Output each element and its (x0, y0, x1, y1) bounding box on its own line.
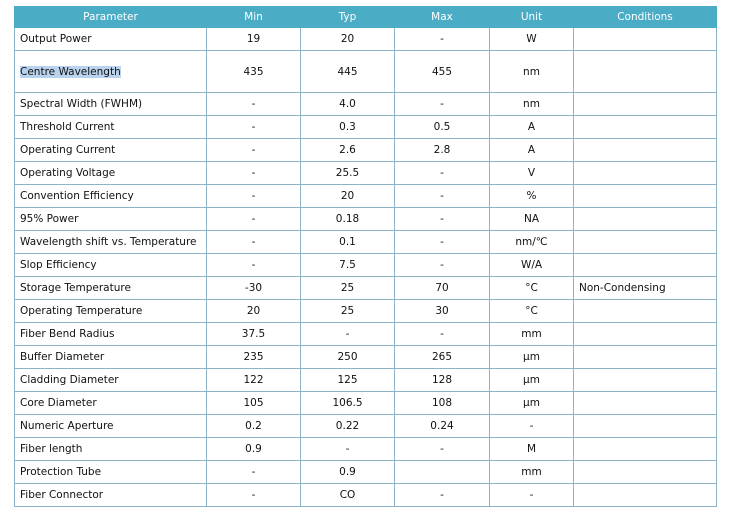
unit-cell: NA (490, 208, 574, 231)
conditions-cell (574, 392, 717, 415)
min-cell: 235 (207, 346, 301, 369)
unit-cell: mm (490, 323, 574, 346)
header-unit: Unit (490, 7, 574, 28)
conditions-cell (574, 300, 717, 323)
unit-cell: - (490, 484, 574, 507)
param-cell: Fiber Bend Radius (15, 323, 207, 346)
max-cell: - (395, 93, 490, 116)
header-min: Min (207, 7, 301, 28)
max-cell: 0.24 (395, 415, 490, 438)
param-cell: Convention Efficiency (15, 185, 207, 208)
unit-cell: μm (490, 369, 574, 392)
param-cell: Operating Temperature (15, 300, 207, 323)
param-cell: Operating Voltage (15, 162, 207, 185)
unit-cell: μm (490, 392, 574, 415)
typ-cell: 0.18 (301, 208, 395, 231)
table-row (15, 277, 717, 300)
max-cell: 108 (395, 392, 490, 415)
unit-cell: nm (490, 51, 574, 93)
table-row (15, 208, 717, 231)
min-cell: 0.9 (207, 438, 301, 461)
conditions-cell (574, 162, 717, 185)
conditions-cell (574, 461, 717, 484)
unit-cell: °C (490, 277, 574, 300)
typ-cell: 7.5 (301, 254, 395, 277)
max-cell: - (395, 438, 490, 461)
typ-cell: - (301, 323, 395, 346)
conditions-cell (574, 28, 717, 51)
min-cell: - (207, 116, 301, 139)
typ-cell: 25.5 (301, 162, 395, 185)
min-cell: - (207, 254, 301, 277)
header-conditions: Conditions (574, 7, 717, 28)
typ-cell: 20 (301, 185, 395, 208)
param-cell: Cladding Diameter (15, 369, 207, 392)
header-typ: Typ (301, 7, 395, 28)
conditions-cell (574, 208, 717, 231)
param-cell: Spectral Width (FWHM) (15, 93, 207, 116)
typ-cell: 25 (301, 277, 395, 300)
param-cell (15, 51, 207, 93)
unit-cell: M (490, 438, 574, 461)
typ-cell: 250 (301, 346, 395, 369)
conditions-cell (574, 254, 717, 277)
table-row (15, 231, 717, 254)
header-parameter: Parameter (15, 7, 207, 28)
max-cell: 70 (395, 277, 490, 300)
typ-cell: 0.9 (301, 461, 395, 484)
header-max: Max (395, 7, 490, 28)
typ-cell: 20 (301, 28, 395, 51)
max-cell: 455 (395, 51, 490, 93)
max-cell: - (395, 231, 490, 254)
max-cell: - (395, 484, 490, 507)
min-cell: - (207, 139, 301, 162)
table-row (15, 162, 717, 185)
max-cell: - (395, 323, 490, 346)
min-cell: - (207, 461, 301, 484)
typ-cell: 0.22 (301, 415, 395, 438)
min-cell: 435 (207, 51, 301, 93)
unit-cell: °C (490, 300, 574, 323)
typ-cell: 106.5 (301, 392, 395, 415)
table-row (15, 116, 717, 139)
typ-cell: 0.3 (301, 116, 395, 139)
unit-cell: A (490, 139, 574, 162)
max-cell: 0.5 (395, 116, 490, 139)
param-cell: Protection Tube (15, 461, 207, 484)
param-cell: Storage Temperature (15, 277, 207, 300)
param-cell: 95% Power (15, 208, 207, 231)
table-row (15, 323, 717, 346)
max-cell: 2.8 (395, 139, 490, 162)
typ-cell: 0.1 (301, 231, 395, 254)
unit-cell: nm/℃ (490, 231, 574, 254)
param-cell: Output Power (15, 28, 207, 51)
unit-cell: W/A (490, 254, 574, 277)
typ-cell: 2.6 (301, 139, 395, 162)
table-row (15, 369, 717, 392)
max-cell (395, 461, 490, 484)
conditions-cell (574, 369, 717, 392)
max-cell: - (395, 162, 490, 185)
table-row (15, 93, 717, 116)
param-cell: Operating Current (15, 139, 207, 162)
header-row (15, 7, 717, 28)
table-row (15, 139, 717, 162)
min-cell: - (207, 93, 301, 116)
param-cell: Buffer Diameter (15, 346, 207, 369)
conditions-cell (574, 438, 717, 461)
unit-cell: nm (490, 93, 574, 116)
conditions-cell (574, 484, 717, 507)
conditions-cell (574, 346, 717, 369)
min-cell: 20 (207, 300, 301, 323)
conditions-cell (574, 139, 717, 162)
selected-text[interactable]: Centre Wavelength (20, 65, 121, 78)
table-row (15, 254, 717, 277)
param-cell: Fiber length (15, 438, 207, 461)
typ-cell: 25 (301, 300, 395, 323)
min-cell: - (207, 231, 301, 254)
param-cell: Wavelength shift vs. Temperature (15, 231, 207, 254)
unit-cell: V (490, 162, 574, 185)
conditions-cell: Non-Condensing (574, 277, 717, 300)
min-cell: - (207, 185, 301, 208)
min-cell: - (207, 208, 301, 231)
unit-cell: A (490, 116, 574, 139)
max-cell: - (395, 185, 490, 208)
typ-cell: 445 (301, 51, 395, 93)
param-cell: Fiber Connector (15, 484, 207, 507)
param-cell: Numeric Aperture (15, 415, 207, 438)
max-cell: 128 (395, 369, 490, 392)
table-row (15, 300, 717, 323)
min-cell: - (207, 484, 301, 507)
typ-cell: CO (301, 484, 395, 507)
conditions-cell (574, 323, 717, 346)
conditions-cell (574, 415, 717, 438)
min-cell: - (207, 162, 301, 185)
unit-cell: - (490, 415, 574, 438)
table-row (15, 484, 717, 507)
unit-cell: % (490, 185, 574, 208)
table-row (15, 346, 717, 369)
max-cell: - (395, 208, 490, 231)
table-row (15, 28, 717, 51)
conditions-cell (574, 116, 717, 139)
min-cell: 19 (207, 28, 301, 51)
max-cell: - (395, 254, 490, 277)
param-cell: Slop Efficiency (15, 254, 207, 277)
conditions-cell (574, 185, 717, 208)
table-row (15, 51, 717, 93)
spec-table (14, 6, 717, 507)
max-cell: 30 (395, 300, 490, 323)
typ-cell: - (301, 438, 395, 461)
param-cell: Core Diameter (15, 392, 207, 415)
unit-cell: W (490, 28, 574, 51)
param-cell: Threshold Current (15, 116, 207, 139)
min-cell: 105 (207, 392, 301, 415)
conditions-cell (574, 231, 717, 254)
typ-cell: 4.0 (301, 93, 395, 116)
min-cell: -30 (207, 277, 301, 300)
table-row (15, 185, 717, 208)
table-row (15, 461, 717, 484)
table-row (15, 415, 717, 438)
max-cell: 265 (395, 346, 490, 369)
unit-cell: μm (490, 346, 574, 369)
min-cell: 0.2 (207, 415, 301, 438)
table-row (15, 392, 717, 415)
conditions-cell (574, 51, 717, 93)
max-cell: - (395, 28, 490, 51)
min-cell: 37.5 (207, 323, 301, 346)
unit-cell: mm (490, 461, 574, 484)
typ-cell: 125 (301, 369, 395, 392)
conditions-cell (574, 93, 717, 116)
min-cell: 122 (207, 369, 301, 392)
table-row (15, 438, 717, 461)
